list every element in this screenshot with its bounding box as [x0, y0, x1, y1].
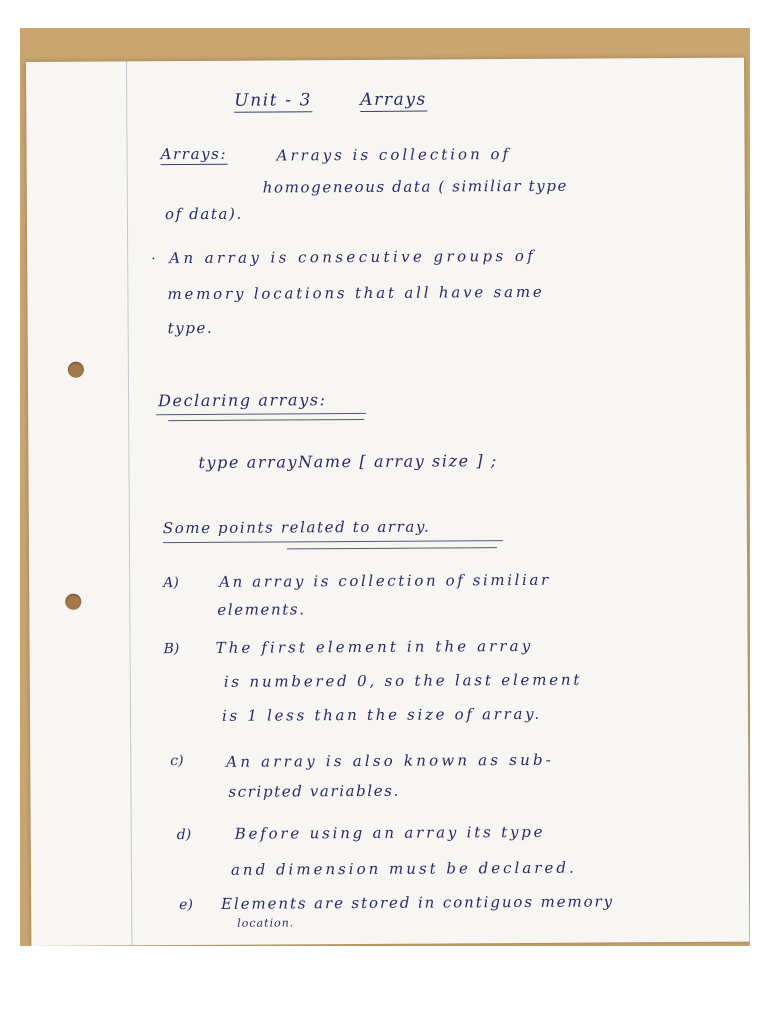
unit-title: Unit - 3: [234, 90, 313, 111]
definition-term: Arrays:: [160, 144, 228, 164]
point-line: scripted variables.: [228, 781, 400, 801]
punch-hole: [68, 362, 84, 378]
point-marker: e): [179, 896, 193, 914]
point-line: is numbered 0, so the last element: [223, 670, 583, 691]
point-line: and dimension must be declared.: [230, 858, 577, 879]
point-marker: c): [170, 753, 184, 770]
heading-underline: [156, 413, 366, 415]
punch-hole: [65, 594, 81, 610]
point-line: The first element in the array: [215, 636, 534, 657]
heading-underline: [163, 540, 503, 543]
bullet-dot: ·: [151, 251, 156, 268]
point-line: Before using an array its type: [234, 822, 546, 843]
notebook-page: [26, 58, 749, 946]
topic-title: Arrays: [360, 89, 427, 110]
definition-line: homogeneous data ( similiar type: [262, 176, 569, 197]
margin-line: [126, 61, 132, 945]
heading-underline: [287, 547, 497, 549]
bullet-line: memory locations that all have same: [167, 282, 545, 304]
heading-underline: [168, 419, 364, 421]
bullet-line: An array is consecutive groups of: [169, 246, 537, 268]
point-line: is 1 less than the size of array.: [221, 704, 542, 725]
bullet-line: type.: [167, 318, 214, 338]
point-line: Elements are stored in contiguos memory: [221, 892, 615, 913]
point-marker: A): [163, 575, 179, 592]
definition-line: of data).: [164, 204, 243, 224]
point-marker: d): [176, 827, 192, 844]
point-line: elements.: [217, 600, 306, 619]
point-line: An array is also known as sub-: [226, 750, 555, 771]
point-line: An array is collection of similiar: [219, 570, 551, 591]
declaring-heading: Declaring arrays:: [158, 390, 327, 411]
point-line: location.: [237, 916, 295, 930]
definition-line: Arrays is collection of: [276, 145, 512, 165]
photo-background: [20, 28, 750, 946]
points-heading: Some points related to array.: [162, 517, 431, 538]
declaring-syntax: type arrayName [ array size ] ;: [198, 451, 498, 472]
point-marker: B): [163, 641, 180, 658]
